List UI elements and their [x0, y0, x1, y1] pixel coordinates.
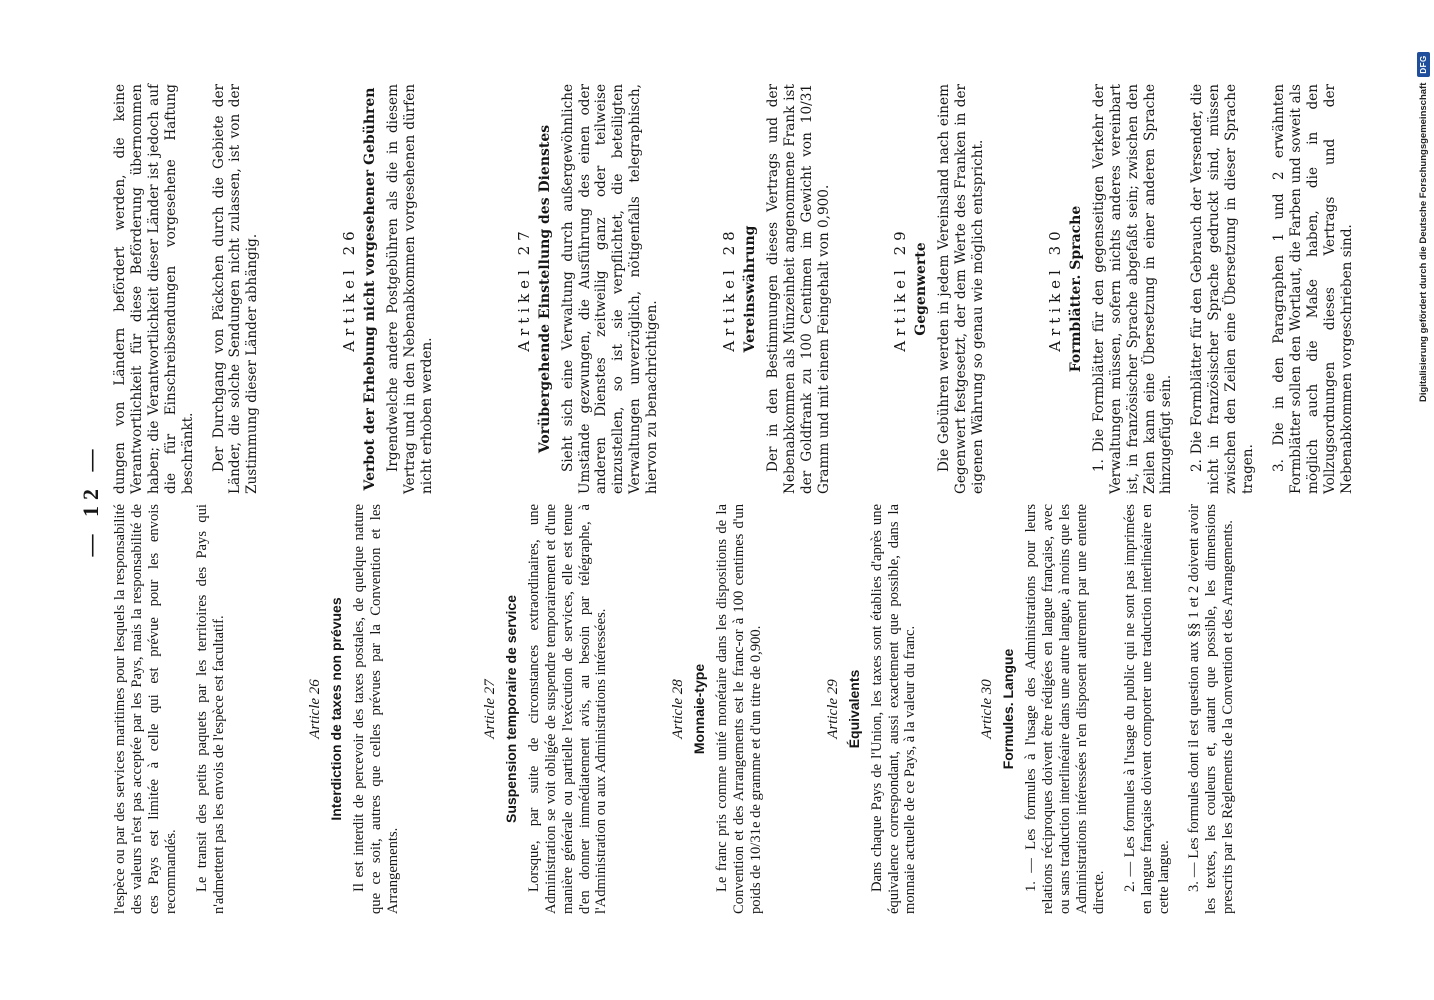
paragraph: Der in den Bestimmungen dieses Vertrags und der Nebenabkommen als Münzeinheit angenommene Frank ist der Goldfrank zu 100 Centimen im Gewicht von 10/31 Gramm und mit einem Feingehalt von 0,900.	[764, 84, 832, 494]
article-28-title: Monnaie-type	[691, 663, 708, 755]
page-number: — 12 —	[78, 443, 103, 557]
artikel-26-title: Verbot der Erhebung nicht vorgesehener Gebühren	[362, 87, 379, 491]
artikel-30-label: Artikel 30	[1046, 226, 1064, 352]
artikel-28-title: Vereinswährung	[741, 225, 758, 353]
article-27-title: Suspension temporaire de service	[502, 595, 519, 823]
paragraph: 3. — Les formules dont il est question aux §§ 1 et 2 doivent avoir les textes, les couleurs et, autant que possible, les dimensions prescrits par les Règlements de la Convention et des Arrangements.	[1186, 504, 1237, 914]
dfg-logo: DFG	[1417, 52, 1430, 76]
paragraph: 1. — Les formules à l'usage des Administrations pour leurs relations réciproques doivent être rédigées en langue française, avec ou sans traduction interlinéaire dans une autre langue, à moins que les Administrations intéressées n'en disposent autrement par une entente directe.	[1023, 504, 1107, 914]
paragraph: Lorsque, par suite de circonstances extraordinaires, une Administration se voit obligée de suspendre temporairement et d'une manière générale ou partielle l'exécution de services, elle est tenue d'en donner immédiatement avis, au besoin par télégraphe, à l'Administration ou aux Administrations intéressées.	[525, 504, 610, 914]
artikel-27-label: Artikel 27	[514, 226, 533, 352]
french-column	[112, 504, 1251, 914]
artikel-26-label: Artikel 26	[340, 226, 359, 352]
paragraph: 1. Die Formblätter für den gegenseitigen Verkehr der Verwaltungen müssen, sofern nichts anderes vereinbart ist, in französischer Sprache abgefaßt sein; zwischen den Zeilen kann eine Übersetzung in einer anderen Sprache hinzugefügt sein.	[1090, 84, 1175, 494]
paragraph: Der Durchgang von Päckchen durch die Gebiete der Länder, die solche Sendungen nicht zulassen, ist von der Zustimmung dieser Länder abhängig.	[210, 84, 261, 494]
paragraph: Le franc pris comme unité monétaire dans les dispositions de la Convention et des Arrangements est le franc-or à 100 centimes d'un poids de 10/31e de gramme et d'un titre de 0,900.	[714, 504, 764, 914]
paragraph: 3. Die in den Paragraphen 1 und 2 erwähnten Formblätter sollen den Wortlaut, die Farben und soweit als möglich auch die Maße haben, die in den Vollzugsordnungen dieses Vertrags und der Nebenabkommen vorgeschrieben sind.	[1270, 84, 1355, 494]
paragraph: Irgendwelche andere Postgebühren als die in diesem Vertrag und in den Nebenabkommen vorgesehenen dürfen nicht erhoben werden.	[385, 84, 435, 494]
digitization-note	[1409, 0, 1433, 1000]
paragraph: l'espèce ou par des services maritimes pour lesquels la responsabilité des valeurs n'est pas acceptée par les Pays, mais la responsabilité de ces Pays est limitée à celle qui est prévue pour les envois recommandés.	[112, 504, 179, 914]
paragraph: 2. Die Formblätter für den Gebrauch der Versender, die nicht in französischer Sprache gedruckt sind, müssen zwischen den Zeilen eine Übersetzung in dieser Sprache tragen.	[1189, 84, 1257, 494]
article-29-title: Équivalents	[845, 669, 862, 749]
artikel-29-title: Gegenwerte	[913, 242, 930, 336]
paragraph: 2. — Les formules à l'usage du public qui ne sont pas imprimées en langue française doivent comporter une traduction interlinéaire en cette langue.	[1121, 504, 1172, 914]
artikel-30-title: Formblätter. Sprache	[1067, 205, 1084, 373]
german-column	[112, 84, 1370, 494]
artikel-27-title: Vorübergehende Einstellung des Dienstes	[536, 124, 553, 454]
article-30-label: Article 30	[979, 679, 996, 739]
article-29-label: Article 29	[824, 679, 841, 739]
artikel-28-label: Artikel 28	[720, 226, 739, 352]
paragraph: Sieht sich eine Verwaltung durch außergewöhnliche Umstände gezwungen, die Ausführung des einen oder anderen Dienstes zeitweilig ganz oder teilweise einzustellen, so ist sie verpflichtet, die beteiligten Verwaltungen unverzüglich, nötigenfalls telegraphisch, hiervon zu benachrichtigen.	[559, 84, 661, 494]
article-26-title: Interdiction de taxes non prévues	[328, 597, 345, 821]
paragraph: Die Gebühren werden in jedem Vereinsland nach einem Gegenwert festgesetzt, der dem Werte des Franken in der eigenen Währung so genau wie möglich entspricht.	[936, 84, 987, 494]
paragraph: dungen von Ländern befördert werden, die keine Verantwortlichkeit für diese Beförderung übernommen haben; die Verantwortlichkeit dieser Länder ist jedoch auf die für Einschreibsendungen vorgesehene Haftung beschränkt.	[112, 84, 196, 494]
paragraph: Il est interdit de percevoir des taxes postales, de quelque nature que ce soit, autres que celles prévues par la Convention et les Arrangements.	[351, 504, 402, 914]
article-28-label: Article 28	[670, 679, 687, 739]
article-30-title: Formules. Langue	[1000, 648, 1017, 770]
article-26-label: Article 26	[307, 679, 324, 739]
digitization-text: Digitalisierung gefördert durch die Deutsche Forschungsgemeinschaft	[1417, 82, 1429, 402]
paragraph: Le transit des petits paquets par les territoires des Pays qui n'admettent pas les envois de l'espèce est facultatif.	[193, 504, 227, 914]
article-27-label: Article 27	[481, 679, 498, 739]
paragraph: Dans chaque Pays de l'Union, les taxes sont établies d'après une équivalence correspondant, aussi exactement que possible, dans la monnaie actuelle de ce Pays, à la valeur du franc.	[868, 504, 919, 914]
artikel-29-label: Artikel 29	[891, 226, 910, 352]
